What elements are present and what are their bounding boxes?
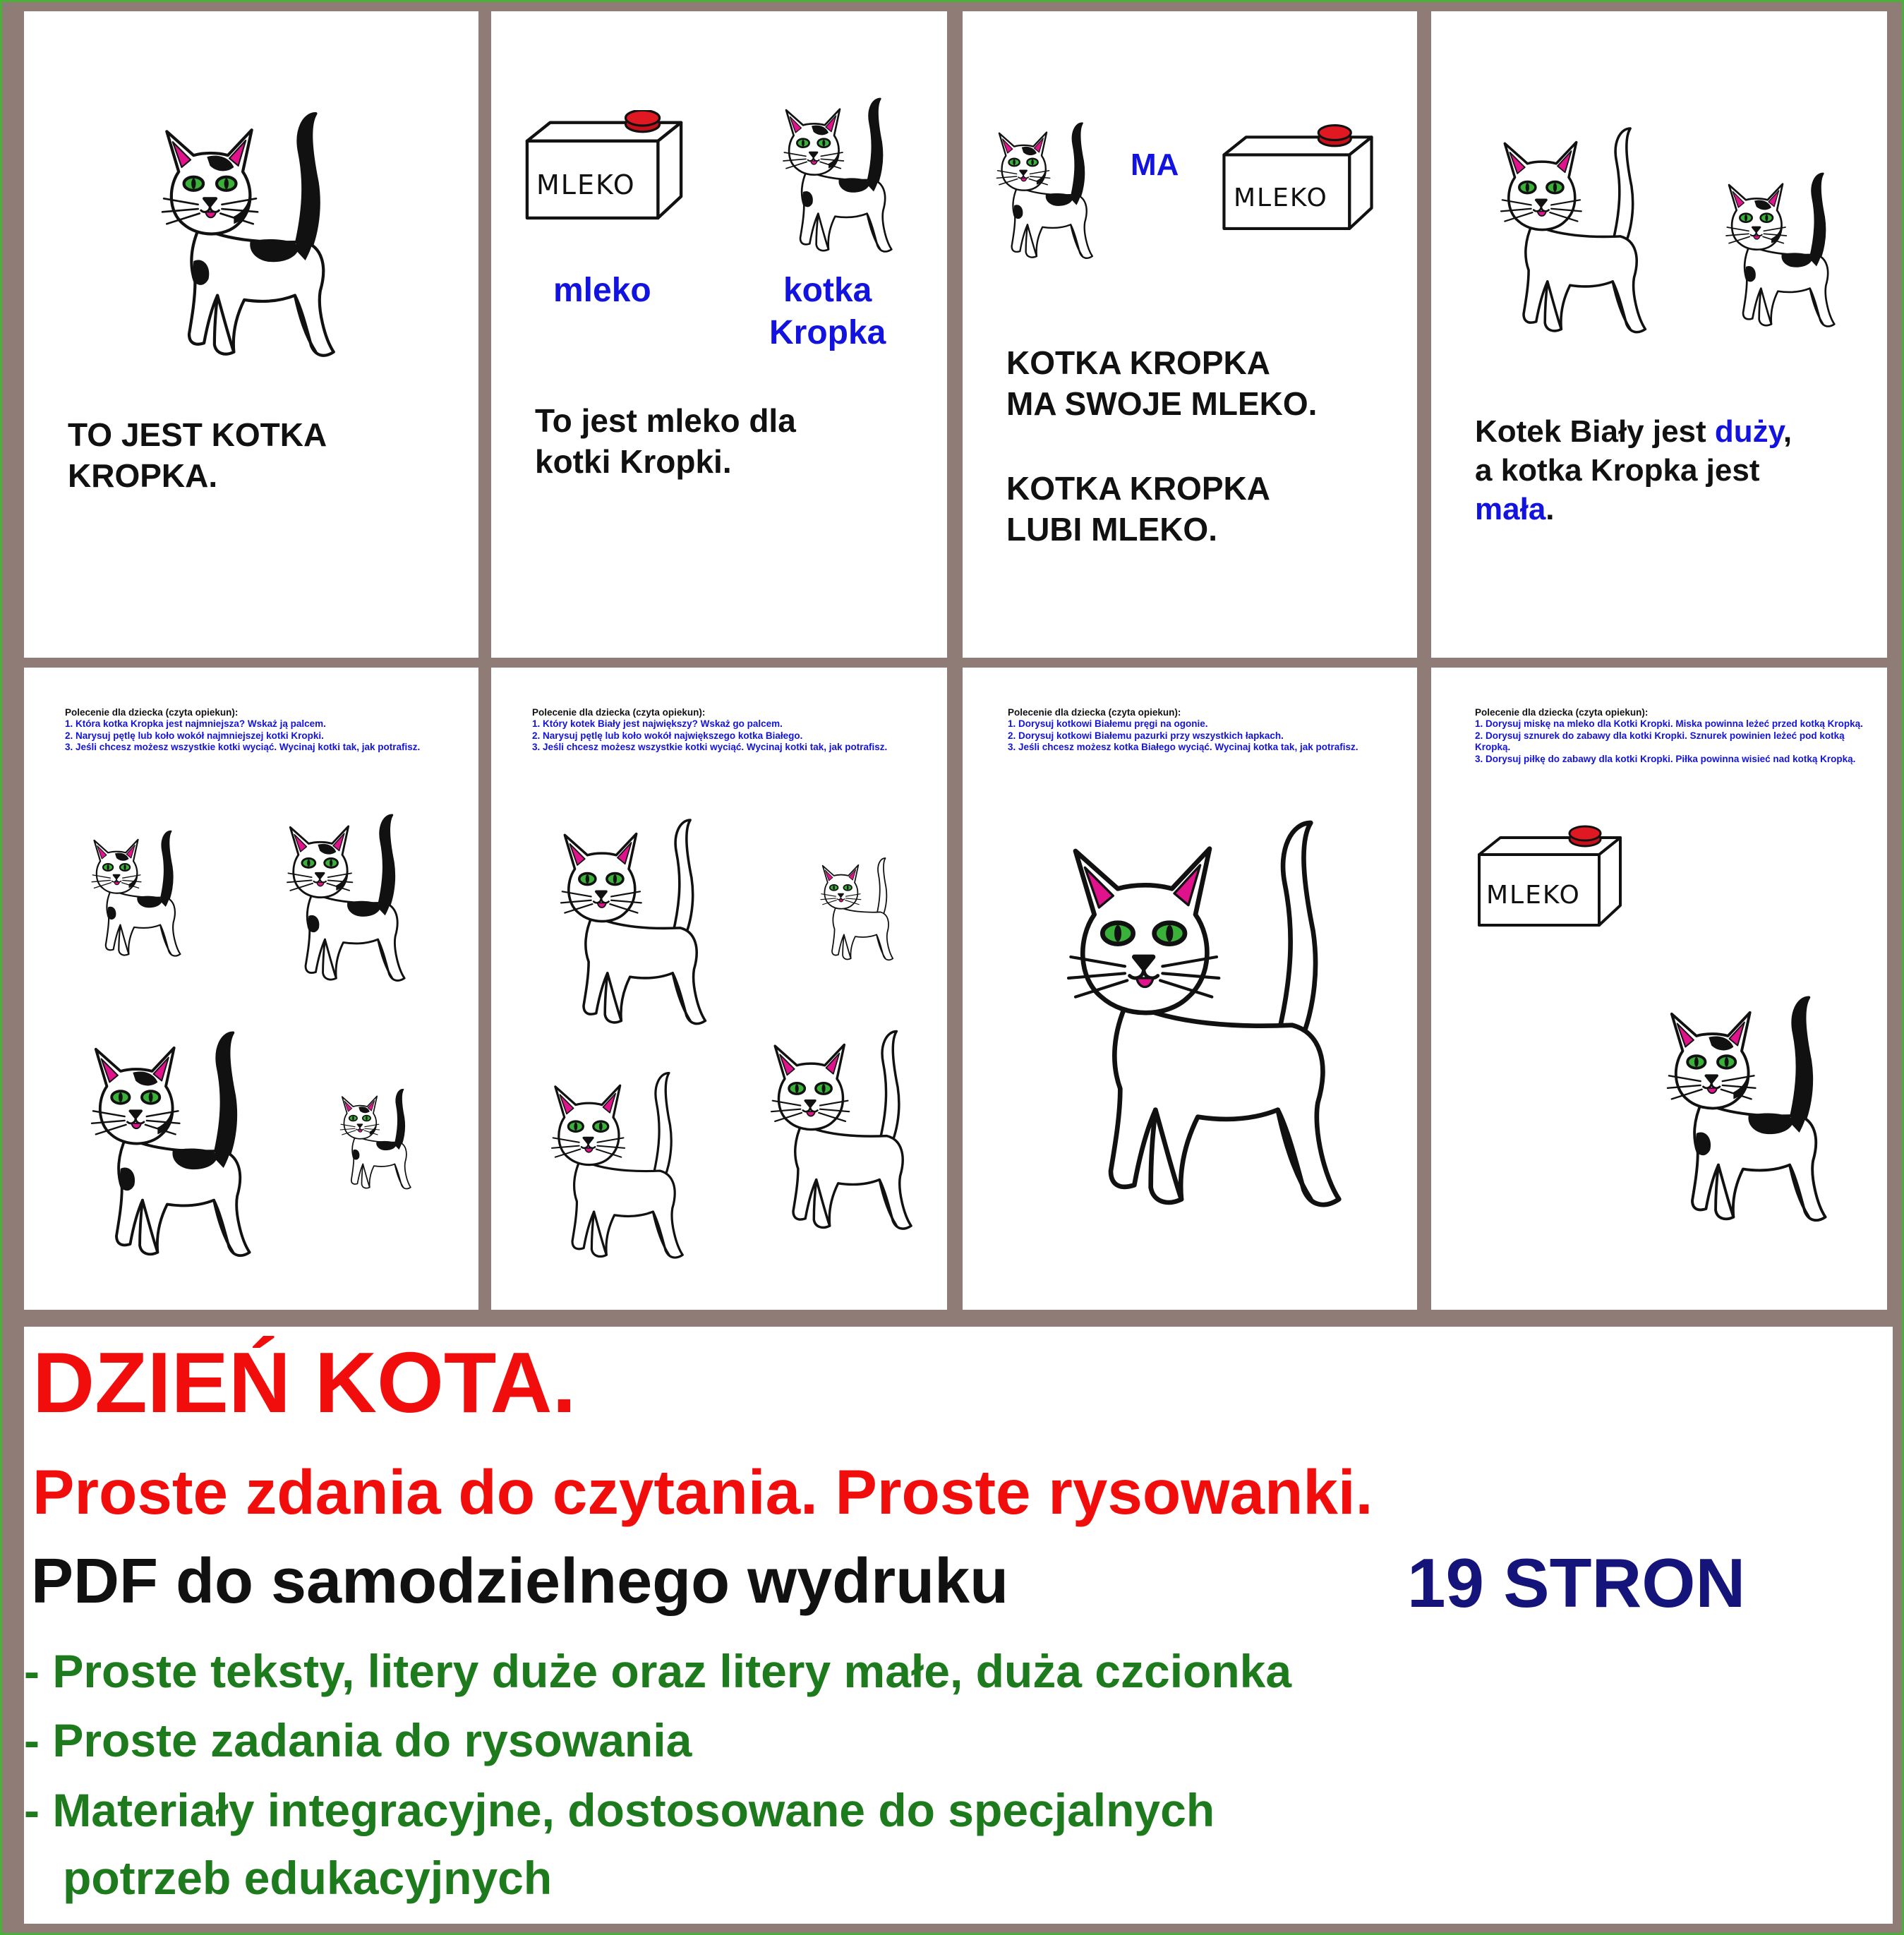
word-mleko: mleko (553, 272, 651, 309)
milk-carton-label: MLEKO (1234, 183, 1328, 212)
word-kotka-kropka: kotka Kropka (769, 272, 886, 351)
milk-carton-label: MLEKO (536, 169, 636, 200)
page-7 (963, 668, 1417, 1310)
page-2-text: To jest mleko dla kotki Kropki. (535, 402, 796, 480)
cat-bialy-small-illustration (534, 1063, 693, 1267)
cat-kropka-illustration (112, 100, 373, 368)
word-mala: mała (1475, 492, 1546, 526)
cat-kropka-medium-illustration (250, 806, 435, 989)
milk-carton-illustration (1217, 124, 1379, 237)
instruction-line: 3. Jeśli chcesz możesz kotka Białego wyciąć. Wycinaj kotka tak, jak potrafisz. (1008, 742, 1358, 753)
banner-bullet: - Proste teksty, litery duże oraz litery małe, duża czcionka (24, 1645, 1292, 1697)
instruction-line: 2. Narysuj pętlę lub koło wokół najmniejszej kotki Kropki. (65, 730, 324, 741)
instruction-line: 1. Która kotka Kropka jest najmniejsza? Wskaż ją palcem. (65, 718, 326, 730)
promo-banner (24, 1327, 1893, 1924)
cat-kropka-illustration (749, 90, 919, 260)
cat-kropka-illustration (1699, 165, 1855, 334)
instruction-block (1008, 707, 1403, 754)
instruction-line: 2. Narysuj pętlę lub koło wokół największego kotka Białego. (532, 730, 803, 741)
banner-pages-count: 19 STRON (1407, 1544, 1746, 1622)
banner-title: DZIEŃ KOTA. (32, 1334, 577, 1430)
page-2 (491, 11, 947, 658)
page-3-text-1: KOTKA KROPKA MA SWOJE MLEKO. (1006, 344, 1318, 422)
milk-carton-illustration (1472, 824, 1627, 934)
banner-bullet: - Materiały integracyjne, dostosowane do specjalnych (24, 1784, 1215, 1836)
banner-bullet: - Proste zadania do rysowania (24, 1714, 692, 1766)
instruction-line: 3. Dorysuj piłkę do zabawy dla kotki Kropki. Piłka powinna wisieć nad kotką Kropką. (1475, 753, 1856, 764)
cat-kropka-large-illustration (49, 1020, 282, 1267)
page-5 (24, 668, 478, 1310)
cat-bialy-large-illustration (1019, 802, 1372, 1225)
page-4 (1431, 11, 1887, 658)
cat-kropka-small-illustration (66, 824, 200, 963)
banner-subtitle: Proste zdania do czytania. Proste rysowanki. (32, 1457, 1373, 1527)
page-1-text: TO JEST KOTKA KROPKA. (68, 416, 327, 494)
instruction-block (65, 707, 460, 754)
cat-kropka-smallest-illustration (320, 1084, 426, 1194)
word-duzy: duży (1714, 414, 1783, 449)
instruction-heading: Polecenie dla dziecka (czyta opiekun): (1475, 707, 1649, 718)
cat-kropka-illustration (971, 116, 1112, 265)
page-4-text (1475, 412, 1792, 529)
instruction-line: 3. Jeśli chcesz możesz wszystkie kotki wyciąć. Wycinaj kotki tak, jak potrafisz. (65, 742, 421, 753)
cat-kropka-illustration (1636, 985, 1848, 1232)
instruction-line: 2. Dorysuj sznurek do zabawy dla kotki Kropki. Sznurek powinien leżeć pod kotką Kropką. (1475, 730, 1845, 753)
page-6 (491, 668, 947, 1310)
instruction-line: 1. Dorysuj miskę na mleko dla Kotki Kropki. Miska powinna leżeć przed kotką Kropką. (1475, 718, 1863, 730)
instruction-heading: Polecenie dla dziecka (czyta opiekun): (532, 707, 706, 718)
page-4-text-part-1: Kotek Biały jest (1475, 414, 1715, 449)
banner-bullet: potrzeb edukacyjnych (24, 1852, 553, 1904)
page-8 (1431, 668, 1887, 1310)
instruction-line: 1. Dorysuj kotkowi Białemu pręgi na ogonie. (1008, 718, 1208, 730)
page-4-text-part-3: . (1546, 492, 1555, 526)
page-4-text-part-2: , a kotka Kropka jest (1475, 414, 1792, 488)
page-3 (963, 11, 1417, 658)
cat-bialy-large-illustration (526, 809, 731, 1035)
cat-bialy-medium-illustration (745, 1020, 929, 1239)
instruction-heading: Polecenie dla dziecka (czyta opiekun): (1008, 707, 1181, 718)
banner-pdf-line: PDF do samodzielnego wydruku (31, 1546, 1009, 1617)
instruction-heading: Polecenie dla dziecka (czyta opiekun): (65, 707, 239, 718)
cat-bialy-illustration (1466, 117, 1671, 343)
page-3-text-2: KOTKA KROPKA LUBI MLEKO. (1006, 470, 1270, 548)
instruction-line: 3. Jeśli chcesz możesz wszystkie kotki wyciąć. Wycinaj kotki tak, jak potrafisz. (532, 742, 888, 753)
instruction-line: 1. Który kotek Biały jest największy? Wskaż go palcem. (532, 718, 783, 730)
instruction-block (532, 707, 927, 754)
page-1 (24, 11, 478, 658)
instruction-line: 2. Dorysuj kotkowi Białemu pazurki przy wszystkich łapkach. (1008, 730, 1284, 741)
cat-bialy-smallest-illustration (802, 852, 908, 965)
milk-carton-label: MLEKO (1486, 881, 1581, 910)
milk-carton-illustration (519, 110, 689, 226)
word-ma: MA (1131, 147, 1179, 182)
instruction-block (1475, 707, 1870, 765)
